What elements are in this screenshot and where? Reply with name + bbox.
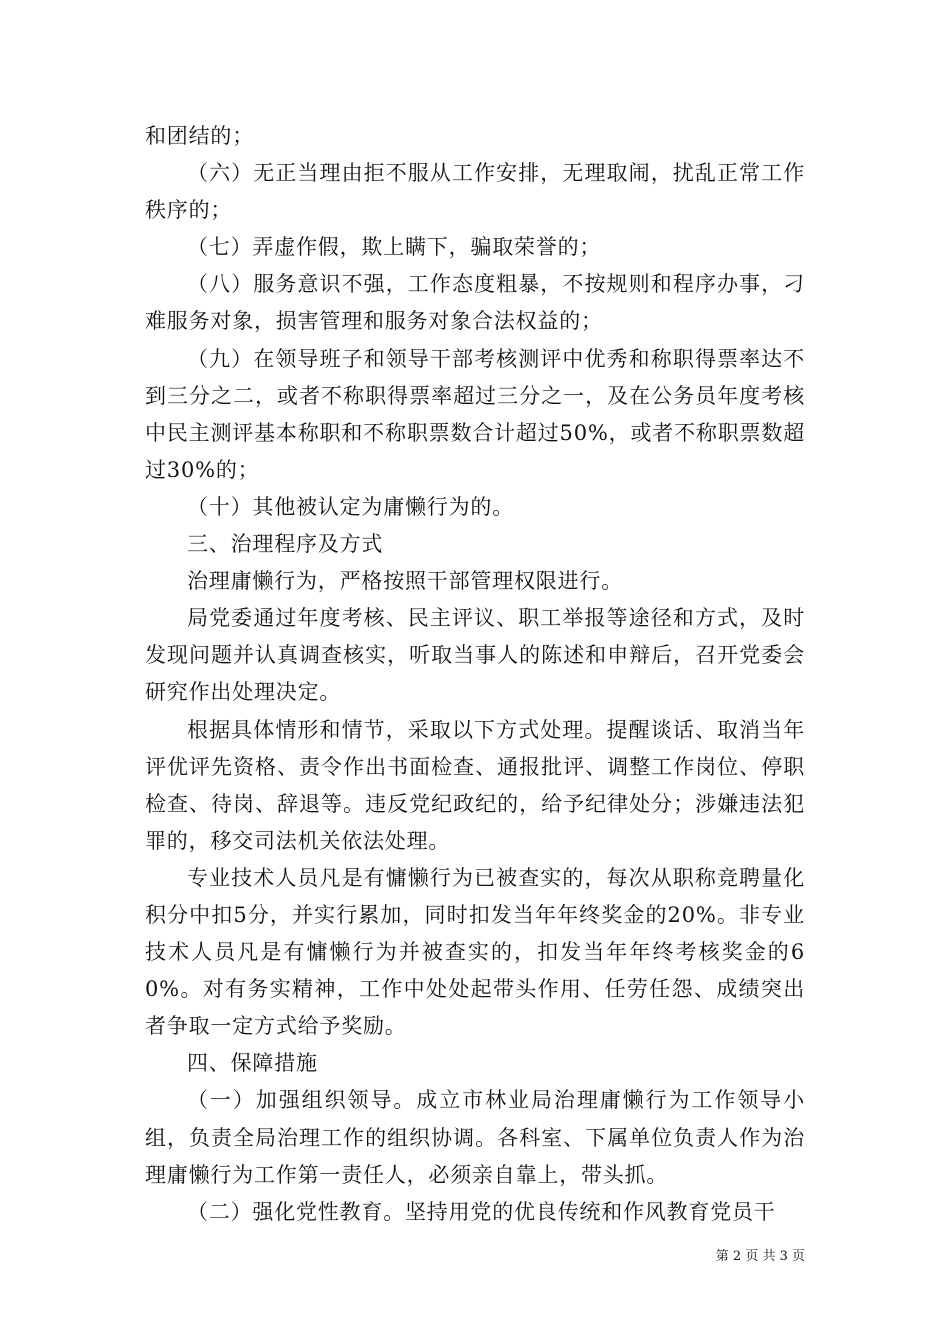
paragraph: （七）弄虚作假，欺上瞒下，骗取荣誉的； — [187, 235, 602, 260]
paragraph: 根据具体情形和情节，采取以下方式处理。提醒谈话、取消当年评优评先资格、责令作出书面检查、通报批评、调整工作岗位、停职检查、待岗、辞退等。违反党纪政纪的，给予纪律处分；涉嫌违法犯罪的，移交司法机关依法处理。 — [145, 717, 805, 853]
paragraph: 和团结的； — [145, 124, 254, 148]
paragraph: （二）强化党性教育。坚持用党的优良传统和作风教育党员干 — [187, 1199, 776, 1224]
paragraph: 专业技术人员凡是有慵懒行为已被查实的，每次从职称竞聘量化积分中扣5分，并实行累加，同时扣发当年年终奖金的20%。非专业技术人员凡是有慵懒行为并被查实的，扣发当年年终考核奖金的60%。对有务实精神，工作中处处起带头作用、任劳任怨、成绩突出者争取一定方式给予奖励。 — [145, 865, 805, 1039]
paragraph: （八）服务意识不强，工作态度粗暴，不按规则和程序办事，刁难服务对象，损害管理和服务对象合法权益的； — [145, 272, 805, 334]
paragraph: （十）其他被认定为庸懒行为的。 — [187, 494, 514, 519]
page-number: 第 2 页 共 3 页 — [715, 1249, 805, 1264]
paragraph: 治理庸懒行为，严格按照干部管理权限进行。 — [187, 569, 623, 594]
paragraph: （一）加强组织领导。成立市林业局治理庸懒行为工作领导小组，负责全局治理工作的组织协调。各科室、下属单位负责人作为治理庸懒行为工作第一责任人，必须亲自靠上，带头抓。 — [145, 1088, 805, 1187]
paragraph: （九）在领导班子和领导干部考核测评中优秀和称职得票率达不到三分之二，或者不称职得票率超过三分之一，及在公务员年度考核中民主测评基本称职和不称职票数合计超过50%，或者不称职票数超过30%的； — [145, 346, 805, 482]
document-body — [145, 118, 805, 1231]
paragraph: （六）无正当理由拒不服从工作安排，无理取闹，扰乱正常工作秩序的； — [145, 161, 805, 223]
section-heading: 三、治理程序及方式 — [187, 532, 384, 557]
paragraph: 局党委通过年度考核、民主评议、职工举报等途径和方式，及时发现问题并认真调查核实，听取当事人的陈述和申辩后，召开党委会研究作出处理决定。 — [145, 606, 805, 705]
section-heading: 四、保障措施 — [187, 1051, 318, 1076]
